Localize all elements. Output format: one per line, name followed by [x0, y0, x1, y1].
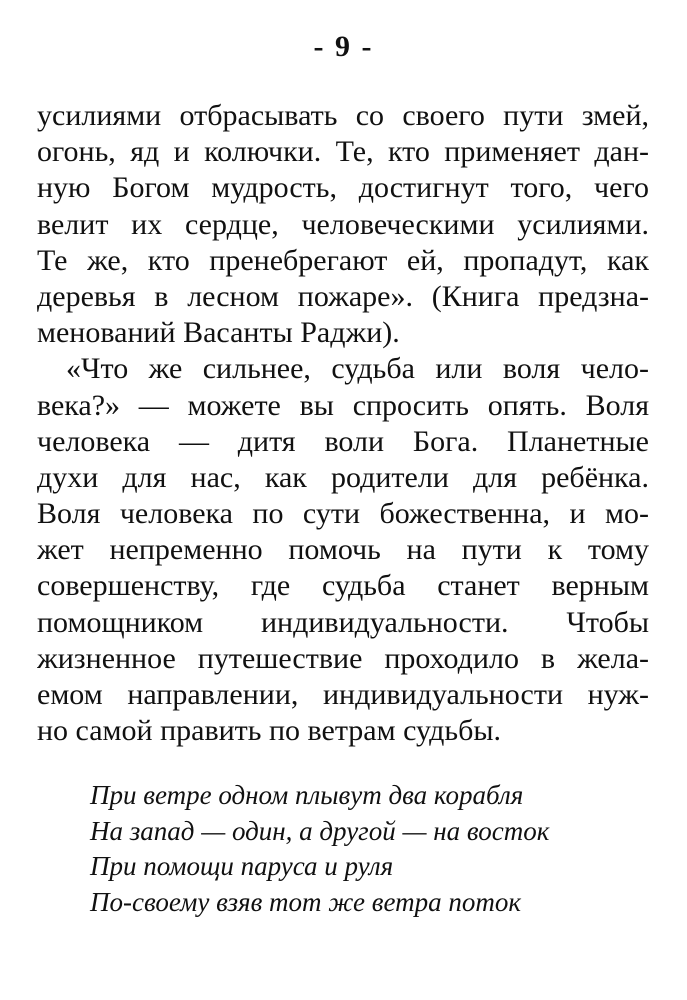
text-line: века?» — можете вы спросить опять. Воля — [37, 388, 649, 422]
paragraph-2 — [37, 351, 649, 749]
text-line: менований Васанты Раджи). — [37, 316, 400, 350]
text-line: усилиями отбрасывать со своего пути змей, — [37, 99, 649, 132]
text-line: ную Богом мудрость, достигнут того, чего — [37, 171, 649, 205]
text-line: жет непременно помочь на пути к тому — [37, 533, 649, 567]
body-text — [37, 98, 649, 749]
text-line: деревья в лесном пожаре». (Книга предзна- — [37, 279, 649, 313]
text-line: но самой править по ветрам судьбы. — [37, 714, 502, 748]
text-line: жизненное путешествие проходило в жела- — [37, 641, 649, 675]
text-line: «Что же сильнее, судьба или воля чело- — [66, 352, 649, 386]
text-line: велит их сердце, человеческими усилиями. — [37, 207, 649, 241]
text-line: огонь, яд и колючки. Те, кто применяет дан- — [37, 135, 649, 169]
text-line: совершенству, где судьба станет верным — [37, 569, 649, 603]
text-line: Воля человека по сути божественна, и мо- — [37, 497, 649, 531]
poem-line: При ветре одном плывут два корабля — [90, 780, 524, 810]
text-line: помощником индивидуальности. Чтобы — [37, 605, 649, 639]
poem-line: При помощи паруса и руля — [90, 851, 394, 881]
text-line: емом направлении, индивидуальности нуж- — [37, 678, 649, 711]
text-line: духи для нас, как родители для ребёнка. — [37, 460, 649, 494]
poem-line: На запад — один, а другой — на восток — [90, 815, 550, 846]
poem-stanza — [90, 778, 549, 920]
paragraph-1 — [37, 98, 649, 351]
text-line: человека — дитя воли Бога. Планетные — [37, 424, 649, 458]
text-line: Те же, кто пренебрегают ей, пропадут, как — [37, 243, 649, 277]
page-number: - 9 - — [313, 30, 374, 63]
poem-line: По-своему взяв тот же ветра поток — [90, 886, 521, 917]
